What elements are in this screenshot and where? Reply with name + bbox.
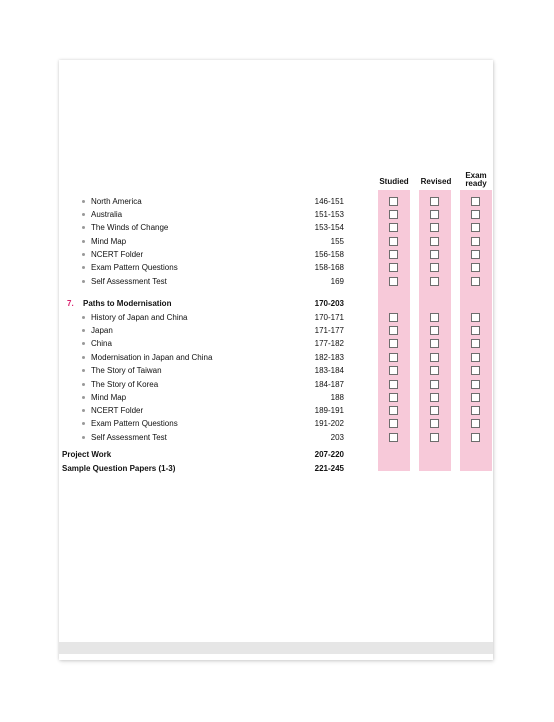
revised-checkbox[interactable]: [430, 433, 439, 442]
studied-checkbox[interactable]: [389, 237, 398, 246]
exam-ready-checkbox[interactable]: [471, 353, 480, 362]
bullet-icon: [82, 329, 85, 332]
studied-checkbox[interactable]: [389, 393, 398, 402]
toc-title: North America: [91, 197, 142, 206]
toc-title: NCERT Folder: [91, 406, 144, 415]
column-header-revised: Revised: [420, 177, 452, 186]
studied-checkbox[interactable]: [389, 339, 398, 348]
toc-section: [0, 462, 554, 475]
exam-ready-checkbox[interactable]: [471, 380, 480, 389]
revised-checkbox[interactable]: [430, 250, 439, 259]
toc-page-range: 153-154: [314, 223, 344, 232]
toc-title: The Winds of Change: [91, 223, 169, 232]
revised-checkbox[interactable]: [430, 326, 439, 335]
exam-ready-checkbox[interactable]: [471, 433, 480, 442]
studied-checkbox[interactable]: [389, 433, 398, 442]
revised-checkbox[interactable]: [430, 277, 439, 286]
studied-checkbox[interactable]: [389, 210, 398, 219]
revised-checkbox[interactable]: [430, 419, 439, 428]
toc-section: [0, 448, 554, 461]
exam-ready-checkbox[interactable]: [471, 393, 480, 402]
exam-ready-checkbox[interactable]: [471, 197, 480, 206]
toc-title: Mind Map: [91, 393, 127, 402]
exam-ready-checkbox[interactable]: [471, 250, 480, 259]
toc-title: The Story of Korea: [91, 380, 159, 389]
bullet-icon: [82, 213, 85, 216]
studied-checkbox[interactable]: [389, 277, 398, 286]
studied-checkbox[interactable]: [389, 366, 398, 375]
bullet-icon: [82, 396, 85, 399]
studied-checkbox[interactable]: [389, 313, 398, 322]
toc-page-range: 182-183: [314, 353, 344, 362]
bullet-icon: [82, 253, 85, 256]
toc-title: Sample Question Papers (1-3): [62, 464, 176, 473]
bullet-icon: [82, 200, 85, 203]
revised-checkbox[interactable]: [430, 313, 439, 322]
revised-checkbox[interactable]: [430, 353, 439, 362]
exam-ready-checkbox[interactable]: [471, 313, 480, 322]
studied-checkbox[interactable]: [389, 250, 398, 259]
exam-ready-checkbox[interactable]: [471, 277, 480, 286]
toc-title: Self Assessment Test: [91, 277, 167, 286]
column-header-studied: Studied: [379, 177, 409, 186]
chapter-number: 7.: [67, 299, 74, 308]
bullet-icon: [82, 436, 85, 439]
toc-page-range: 183-184: [314, 366, 344, 375]
toc-page-range: 170-171: [314, 313, 344, 322]
bullet-icon: [82, 240, 85, 243]
exam-ready-checkbox[interactable]: [471, 210, 480, 219]
toc-page-range: 184-187: [314, 380, 344, 389]
bullet-icon: [82, 369, 85, 372]
toc-page-range: 158-168: [314, 263, 344, 272]
toc-page-range: 203: [330, 433, 344, 442]
revised-checkbox[interactable]: [430, 210, 439, 219]
revised-checkbox[interactable]: [430, 366, 439, 375]
exam-ready-checkbox[interactable]: [471, 263, 480, 272]
toc-page-range: 188: [330, 393, 344, 402]
toc-title: NCERT Folder: [91, 250, 144, 259]
toc-title: History of Japan and China: [91, 313, 188, 322]
bullet-icon: [82, 409, 85, 412]
toc-title: Self Assessment Test: [91, 433, 167, 442]
toc-page-range: 207-220: [314, 450, 344, 459]
studied-checkbox[interactable]: [389, 380, 398, 389]
toc-page-range: 189-191: [314, 406, 344, 415]
exam-ready-checkbox[interactable]: [471, 223, 480, 232]
bullet-icon: [82, 226, 85, 229]
toc-chapter: [0, 297, 554, 310]
toc-title: Australia: [91, 210, 123, 219]
toc-page-range: 151-153: [314, 210, 344, 219]
exam-ready-checkbox[interactable]: [471, 406, 480, 415]
studied-checkbox[interactable]: [389, 326, 398, 335]
bullet-icon: [82, 266, 85, 269]
toc-title: The Story of Taiwan: [91, 366, 162, 375]
page-footer-band: [59, 642, 493, 654]
exam-ready-checkbox[interactable]: [471, 237, 480, 246]
bullet-icon: [82, 356, 85, 359]
toc-page-range: 177-182: [314, 339, 344, 348]
revised-checkbox[interactable]: [430, 263, 439, 272]
studied-checkbox[interactable]: [389, 419, 398, 428]
toc-page-range: 156-158: [314, 250, 344, 259]
exam-ready-checkbox[interactable]: [471, 326, 480, 335]
toc-page-range: 169: [330, 277, 344, 286]
revised-checkbox[interactable]: [430, 406, 439, 415]
studied-checkbox[interactable]: [389, 197, 398, 206]
column-header-exam-ready: Exam ready: [465, 171, 487, 188]
exam-ready-checkbox[interactable]: [471, 419, 480, 428]
toc-title: Japan: [91, 326, 113, 335]
bullet-icon: [82, 280, 85, 283]
toc-title: Project Work: [62, 450, 112, 459]
bullet-icon: [82, 383, 85, 386]
bullet-icon: [82, 316, 85, 319]
toc-title: Exam Pattern Questions: [91, 263, 178, 272]
studied-checkbox[interactable]: [389, 353, 398, 362]
revised-checkbox[interactable]: [430, 380, 439, 389]
toc-title: Mind Map: [91, 237, 127, 246]
revised-checkbox[interactable]: [430, 339, 439, 348]
exam-ready-checkbox[interactable]: [471, 366, 480, 375]
toc-title: China: [91, 339, 112, 348]
toc-page-range: 221-245: [314, 464, 344, 473]
revised-checkbox[interactable]: [430, 237, 439, 246]
toc-page-range: 171-177: [314, 326, 344, 335]
bullet-icon: [82, 422, 85, 425]
toc-page-range: 170-203: [314, 299, 344, 308]
exam-ready-checkbox[interactable]: [471, 339, 480, 348]
toc-title: Exam Pattern Questions: [91, 419, 178, 428]
revised-checkbox[interactable]: [430, 223, 439, 232]
toc-page-range: 146-151: [314, 197, 344, 206]
studied-checkbox[interactable]: [389, 263, 398, 272]
studied-checkbox[interactable]: [389, 223, 398, 232]
revised-checkbox[interactable]: [430, 393, 439, 402]
toc-title: Paths to Modernisation: [83, 299, 172, 308]
toc-title: Modernisation in Japan and China: [91, 353, 213, 362]
toc-page-range: 155: [330, 237, 344, 246]
revised-checkbox[interactable]: [430, 197, 439, 206]
studied-checkbox[interactable]: [389, 406, 398, 415]
toc-page-range: 191-202: [314, 419, 344, 428]
bullet-icon: [82, 342, 85, 345]
